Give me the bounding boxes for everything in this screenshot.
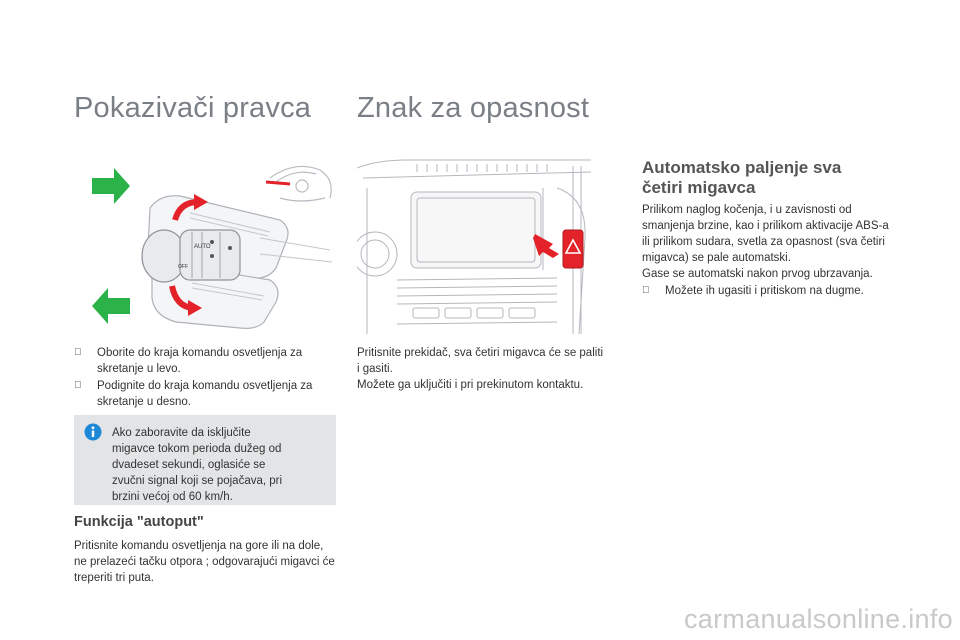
green-arrow-right-icon: [92, 168, 130, 204]
list-item: [642, 283, 894, 299]
bullet-mark: [74, 378, 82, 394]
bullet-text: Podignite do kraja komandu osvetljenja za skretanje u desno.: [97, 380, 313, 408]
info-box: [74, 415, 336, 505]
bullet-text: Oborite do kraja komandu osvetljenja za skretanje u levo.: [97, 347, 303, 375]
auto-hazard-heading: [642, 158, 902, 198]
info-icon: [84, 423, 102, 441]
list-item: [74, 345, 339, 377]
stalk-label-auto: AUTO: [194, 244, 211, 250]
title-turn-signals: Pokazivači pravca: [74, 92, 312, 124]
bullet-mark: [74, 345, 82, 361]
green-arrow-left-icon: [92, 288, 130, 324]
watermark: carmanualsonline.info: [684, 604, 953, 634]
hazard-caption: [357, 345, 607, 393]
autoput-text: Pritisnite komandu osvetljenja na gore ili na dole, ne prelazeći tačku otpora ; odgovarajući migavci će treperiti tri puta.: [74, 540, 335, 584]
stalk-label-off: OFF: [178, 264, 188, 270]
auto-hazard-heading-line: četiri migavca: [642, 178, 756, 197]
auto-hazard-bullets: [642, 283, 894, 299]
turn-signal-instructions: [74, 345, 339, 411]
hazard-switch-illustration: [357, 158, 591, 334]
list-item: [74, 378, 339, 410]
bullet-mark: [642, 283, 650, 299]
auto-hazard-heading-line: Automatsko paljenje sva: [642, 158, 842, 177]
auto-hazard-paragraph: Prilikom naglog kočenja, i u zavisnosti od smanjenja brzine, kao i prilikom aktivacije ABS-a ili prilikom sudara, svetla za opasnost (sva četiri migavca) se pale automatski.: [642, 204, 889, 264]
auto-hazard-paragraph: Gase se automatski nakon prvog ubrzavanja.: [642, 268, 873, 280]
title-hazard: Znak za opasnost: [357, 92, 590, 124]
hazard-caption-line: Možete ga uključiti i pri prekinutom kontaktu.: [357, 379, 584, 391]
hazard-caption-line: Pritisnite prekidač, sva četiri migavca će se paliti i gasiti.: [357, 347, 604, 375]
autoput-heading: Funkcija "autoput": [74, 514, 204, 530]
bullet-text: Možete ih ugasiti i pritiskom na dugme.: [665, 285, 864, 297]
turn-signal-stalk-illustration: [80, 158, 340, 334]
auto-hazard-text: [642, 202, 894, 300]
info-text: Ako zaboravite da isključite migavce tokom perioda dužeg od dvadeset sekundi, oglasiće se zvučni signal koji se pojačava, pri brzini većoj od 60 km/h.: [112, 427, 283, 503]
